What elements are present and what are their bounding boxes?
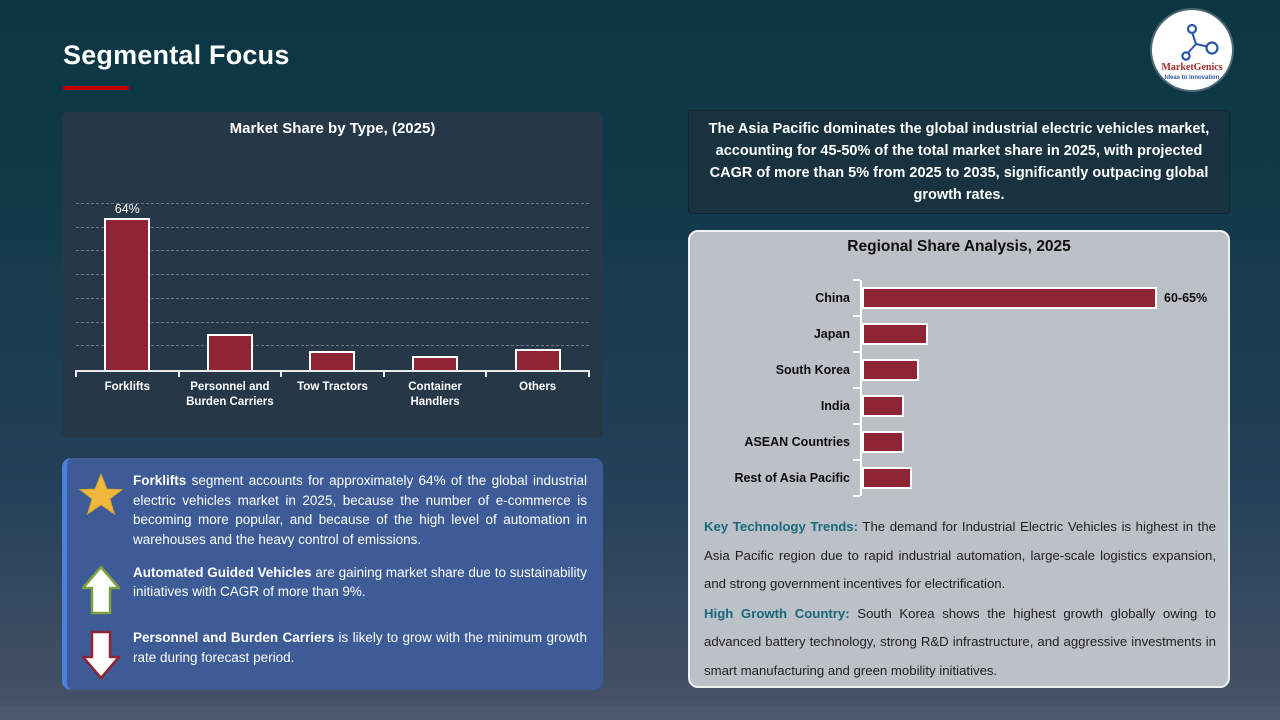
note-lead: High Growth Country: (704, 605, 850, 621)
axis-tick (853, 423, 860, 425)
market-share-chart-title: Market Share by Type, (2025) (229, 120, 436, 137)
insight-item (77, 563, 595, 615)
bar-track (860, 280, 1214, 316)
insight-item (77, 628, 595, 680)
x-axis-label: Personnel and Burden Carriers (186, 381, 274, 408)
bar-track (860, 352, 1214, 388)
axis-tick (178, 370, 180, 377)
axis-tick (853, 279, 860, 281)
bar-china (862, 287, 1157, 309)
logo-tagline-text: Ideas to Innovation (1164, 75, 1220, 81)
bar-rest-of-asia-pacific (862, 467, 912, 489)
insight-panel (62, 458, 603, 690)
bottom-strip (0, 705, 1280, 720)
insight-body: is likely to grow with the minimum growth rate during forecast period. (133, 630, 588, 665)
star-icon (77, 471, 125, 549)
bar-japan (862, 323, 928, 345)
region-label: ASEAN Countries (744, 435, 850, 449)
insight-body: are gaining market share due to sustainability initiatives with CAGR of more than 9%. (133, 564, 588, 599)
axis-tick (75, 370, 77, 377)
bar-cell (486, 349, 589, 370)
bar-data-label: 64% (114, 202, 140, 217)
axis-tick (853, 351, 860, 353)
bar-cell (76, 202, 179, 370)
insight-lead: Personnel and Burden Carriers (133, 630, 335, 645)
region-label: South Korea (775, 363, 850, 377)
x-axis-label: Tow Tractors (297, 381, 368, 393)
region-label: Rest of Asia Pacific (734, 471, 850, 485)
axis-tick (485, 370, 487, 377)
axis-tick (280, 370, 282, 377)
x-axis-label: Others (519, 381, 557, 393)
market-share-chart-panel (62, 112, 603, 438)
insight-text (125, 471, 595, 549)
bar-india (862, 395, 904, 417)
axis-tick (853, 495, 860, 497)
bar-track (860, 388, 1214, 424)
note-lead: Key Technology Trends: (704, 519, 859, 534)
regional-note (704, 513, 1216, 599)
insight-lead: Forklifts (133, 473, 187, 488)
bar-personnel-and-burden-carriers (207, 334, 253, 370)
bar-track (860, 460, 1214, 496)
bar-forklifts (104, 202, 150, 370)
arrow-down-icon (77, 628, 125, 680)
axis-tick (588, 370, 590, 377)
insight-text (125, 563, 595, 615)
region-row (698, 280, 1214, 316)
x-axis-labels (76, 380, 589, 410)
axis-tick (853, 459, 860, 461)
arrow-up-icon (77, 563, 125, 615)
bar-track (860, 316, 1214, 352)
market-share-plot-area (76, 202, 589, 408)
region-label: Japan (813, 327, 850, 341)
logo-name-text: MarketGenics (1161, 62, 1223, 73)
note-body: The demand for Industrial Electric Vehicles is highest in the Asia Pacific region due to rapid industrial automation, large-scale logistics expansion, and strong government incentives for electrification. (704, 519, 1216, 591)
axis-tick (853, 315, 860, 317)
regional-note (704, 600, 1216, 686)
insight-item (77, 471, 595, 549)
bar-tow-tractors (309, 351, 355, 370)
bar-cell (281, 351, 384, 370)
bar-container-handlers (412, 356, 458, 370)
regional-share-bars (698, 280, 1214, 496)
region-row (698, 388, 1214, 424)
note-body: South Korea shows the highest growth globally owing to advanced battery technology, strong R&D infrastructure, and aggressive investments in smart manufacturing and green mobility initiatives. (704, 605, 1216, 678)
regional-share-chart-title: Regional Share Analysis, 2025 (847, 238, 1071, 255)
x-axis-ticks (76, 370, 589, 377)
axis-tick (853, 387, 860, 389)
bar-cell (179, 334, 282, 370)
asia-pacific-highlight-box (688, 110, 1230, 214)
x-axis-label: Container Handlers (408, 381, 462, 408)
region-label: China (815, 291, 850, 305)
regional-notes (704, 513, 1216, 686)
bar-cell (384, 356, 487, 370)
bar-data-label: 60-65% (1164, 291, 1208, 305)
marketgenics-logo-icon (1152, 10, 1232, 90)
region-row (698, 352, 1214, 388)
asia-pacific-highlight-text: The Asia Pacific dominates the global industrial electric vehicles market, accounting for 45-50% of the total market share in 2025, with projected CAGR of more than 5% from 2025 to 2035, significantly outpacing global growth rates. (708, 121, 1210, 203)
company-logo (1152, 10, 1232, 90)
insight-body: segment accounts for approximately 64% of the global industrial electric vehicles market in 2025, because the number of e-commerce is becoming more popular, and because of the high level of automation in warehouses and the heavy control of emissions. (133, 473, 587, 547)
insight-lead: Automated Guided Vehicles (133, 564, 312, 580)
page-title: Segmental Focus (63, 40, 290, 70)
insight-text (125, 628, 595, 680)
region-row (698, 460, 1214, 496)
title-underline (63, 86, 129, 90)
bar-others (515, 349, 561, 370)
region-row (698, 316, 1214, 352)
regional-share-panel (688, 230, 1230, 688)
bar-south-korea (862, 359, 919, 381)
x-axis-label: Forklifts (104, 381, 150, 393)
region-label: India (820, 399, 850, 413)
region-row (698, 424, 1214, 460)
bars (76, 204, 589, 370)
bar-asean-countries (862, 431, 904, 453)
axis-tick (383, 370, 385, 377)
bar-track (860, 424, 1214, 460)
